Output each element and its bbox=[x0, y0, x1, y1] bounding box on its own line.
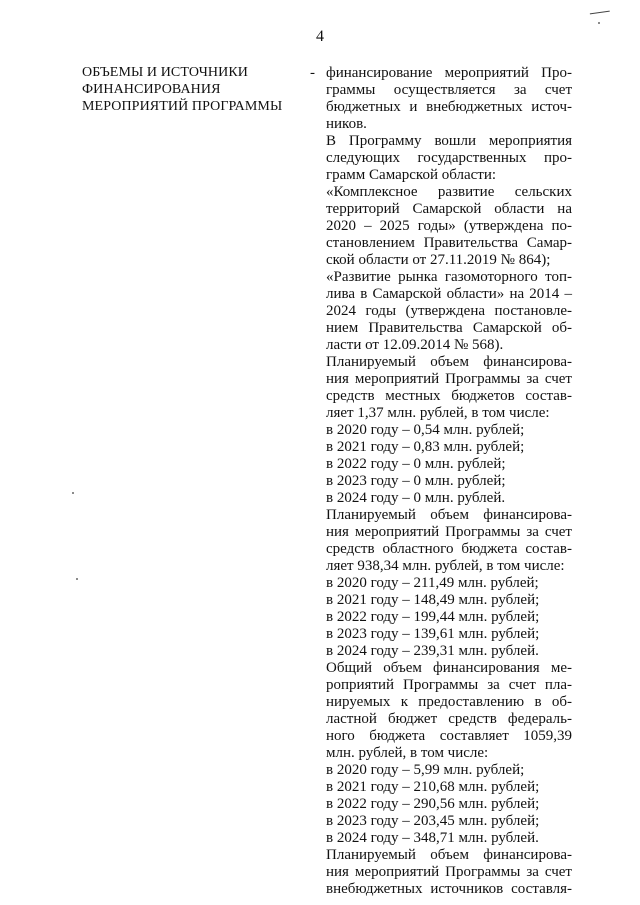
text-line: становлением Правительства Самар- bbox=[326, 235, 572, 251]
text-line: ской области от 27.11.2019 № 864); bbox=[326, 252, 551, 268]
text-line: в 2021 году – 0,83 млн. рублей; bbox=[326, 439, 525, 455]
text-line: в 2021 году – 210,68 млн. рублей; bbox=[326, 779, 540, 795]
text-line: внебюджетных источников составля- bbox=[326, 881, 572, 897]
text-line: территорий Самарской области на bbox=[326, 201, 572, 217]
text-line: ния мероприятий Программы за счет bbox=[326, 371, 572, 387]
section-content bbox=[326, 65, 572, 898]
text-line: ного бюджета составляет 1059,39 bbox=[326, 728, 572, 744]
text-line: финансирование мероприятий Про- bbox=[326, 65, 572, 81]
heading-line: ОБЪЕМЫ И ИСТОЧНИКИ bbox=[82, 65, 248, 80]
text-line: в 2021 году – 148,49 млн. рублей; bbox=[326, 592, 540, 608]
text-line: Планируемый объем финансирова- bbox=[326, 507, 572, 523]
scan-speck bbox=[72, 492, 74, 494]
text-line: средств областного бюджета состав- bbox=[326, 541, 572, 557]
text-line: в 2020 году – 0,54 млн. рублей; bbox=[326, 422, 525, 438]
text-line: ляет 1,37 млн. рублей, в том числе: bbox=[326, 405, 550, 421]
text-line: млн. рублей, в том числе: bbox=[326, 745, 489, 761]
text-line: бюджетных и внебюджетных источ- bbox=[326, 99, 572, 115]
scan-speck bbox=[598, 22, 600, 24]
text-line: в 2022 году – 0 млн. рублей; bbox=[326, 456, 506, 472]
text-line: ляет 938,34 млн. рублей, в том числе: bbox=[326, 558, 565, 574]
text-line: 2020 – 2025 годы» (утверждена по- bbox=[326, 218, 572, 234]
text-line: лива в Самарской области» на 2014 – bbox=[326, 286, 572, 302]
text-line: в 2024 году – 239,31 млн. рублей. bbox=[326, 643, 539, 659]
text-line: в 2022 году – 290,56 млн. рублей; bbox=[326, 796, 540, 812]
text-line: средств местных бюджетов состав- bbox=[326, 388, 572, 404]
section-heading bbox=[82, 64, 302, 115]
text-line: грамм Самарской области: bbox=[326, 167, 497, 183]
text-line: нием Правительства Самарской об- bbox=[326, 320, 572, 336]
text-line: ния мероприятий Программы за счет bbox=[326, 524, 572, 540]
text-line: ластной бюджет средств федераль- bbox=[326, 711, 572, 727]
text-line: «Развитие рынка газомоторного топ- bbox=[326, 269, 572, 285]
text-line: Планируемый объем финансирова- bbox=[326, 354, 572, 370]
text-line: 2024 годы (утверждена постановле- bbox=[326, 303, 572, 319]
list-dash: - bbox=[310, 65, 315, 81]
text-line: роприятий Программы за счет пла- bbox=[326, 677, 572, 693]
text-line: ния мероприятий Программы за счет bbox=[326, 864, 572, 880]
text-line: в 2020 году – 211,49 млн. рублей; bbox=[326, 575, 539, 591]
page-number: 4 bbox=[316, 28, 324, 45]
text-line: ников. bbox=[326, 116, 367, 132]
text-line: граммы осуществляется за счет bbox=[326, 82, 572, 98]
text-line: в 2023 году – 139,61 млн. рублей; bbox=[326, 626, 540, 642]
scan-speck bbox=[76, 578, 78, 580]
heading-line: МЕРОПРИЯТИЙ ПРОГРАММЫ bbox=[82, 99, 283, 114]
text-line: в 2024 году – 348,71 млн. рублей. bbox=[326, 830, 539, 846]
text-line: «Комплексное развитие сельских bbox=[326, 184, 572, 200]
text-line: Планируемый объем финансирова- bbox=[326, 847, 572, 863]
text-line: В Программу вошли мероприятия bbox=[326, 133, 572, 149]
scan-mark bbox=[590, 11, 610, 18]
text-line: в 2024 году – 0 млн. рублей. bbox=[326, 490, 506, 506]
text-line: следующих государственных про- bbox=[326, 150, 572, 166]
text-line: Общий объем финансирования ме- bbox=[326, 660, 572, 676]
text-line: в 2023 году – 203,45 млн. рублей; bbox=[326, 813, 540, 829]
text-line: нируемых к предоставлению в об- bbox=[326, 694, 572, 710]
heading-line: ФИНАНСИРОВАНИЯ bbox=[82, 82, 221, 97]
text-line: ласти от 12.09.2014 № 568). bbox=[326, 337, 504, 353]
text-line: в 2020 году – 5,99 млн. рублей; bbox=[326, 762, 525, 778]
text-line: в 2022 году – 199,44 млн. рублей; bbox=[326, 609, 540, 625]
text-line: в 2023 году – 0 млн. рублей; bbox=[326, 473, 506, 489]
